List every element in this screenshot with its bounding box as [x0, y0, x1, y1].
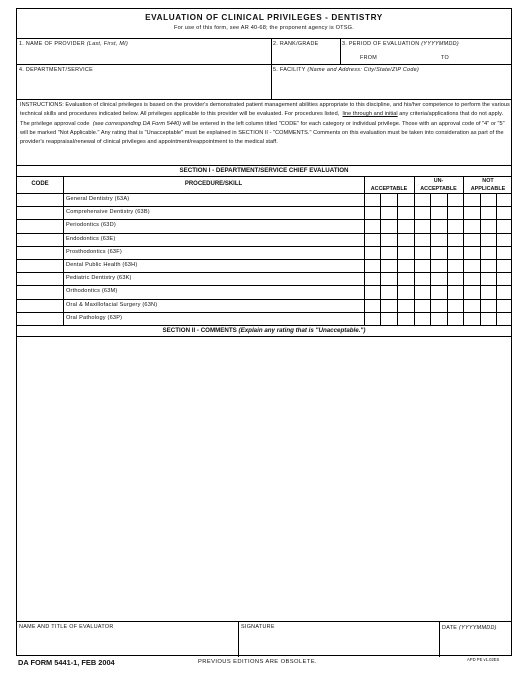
code-cell[interactable]: [17, 312, 63, 325]
instructions-text: [20, 101, 510, 147]
instructions-part1: INSTRUCTIONS: Evaluation of clinical privileges is based on the provider's demonstrated patient management abilities appropriate to this discipline, and his/her competence to perform the various technical skills and procedures indicated below. All privileges applicable to this provider will be evaluated. For procedures listed,: [20, 102, 510, 118]
provider-name-field[interactable]: [18, 49, 270, 63]
rating-checkbox[interactable]: [414, 233, 430, 246]
rating-checkbox[interactable]: [364, 312, 380, 325]
rating-checkbox[interactable]: [380, 285, 397, 298]
rating-checkbox[interactable]: [364, 299, 380, 312]
rating-checkbox[interactable]: [397, 272, 414, 285]
rating-checkbox[interactable]: [463, 299, 480, 312]
department-label: 4. DEPARTMENT/SERVICE: [19, 67, 93, 73]
divider: [17, 64, 511, 65]
procedure-label: Pediatric Dentistry (63K): [66, 275, 132, 282]
date-label-text: DATE: [442, 625, 458, 631]
form-title: EVALUATION OF CLINICAL PRIVILEGES - DENTISTRY: [145, 13, 383, 22]
rating-checkbox[interactable]: [447, 272, 463, 285]
code-header: CODE: [31, 181, 49, 187]
rating-checkbox[interactable]: [397, 246, 414, 259]
rating-checkbox[interactable]: [430, 233, 447, 246]
code-cell[interactable]: [17, 206, 63, 219]
row-divider: [17, 312, 511, 313]
period-hint: (YYYYMMDD): [421, 41, 459, 47]
code-cell[interactable]: [17, 219, 63, 232]
rating-checkbox[interactable]: [414, 219, 430, 232]
rating-checkbox[interactable]: [430, 206, 447, 219]
evaluator-field[interactable]: [18, 632, 236, 654]
facility-hint: (Name and Address: City/State/ZIP Code): [307, 67, 420, 73]
version-label: APD PE v1.02ES: [467, 657, 500, 662]
rating-checkbox[interactable]: [364, 246, 380, 259]
divider: [17, 165, 511, 166]
obsolete-note: PREVIOUS EDITIONS ARE OBSOLETE.: [198, 659, 318, 665]
instructions-part2: any criteria/applications that do not apply. The privilege approval code: [20, 111, 504, 127]
provider-name-hint: (Last, First, MI): [86, 41, 129, 47]
rating-checkbox[interactable]: [496, 206, 513, 219]
row-divider: [17, 285, 511, 286]
rating-checkbox[interactable]: [480, 272, 496, 285]
instructions-underlined: line through and initial: [342, 111, 398, 118]
signature-label: SIGNATURE: [241, 624, 275, 630]
rating-checkbox[interactable]: [447, 233, 463, 246]
rating-checkbox[interactable]: [397, 206, 414, 219]
rating-checkbox[interactable]: [397, 285, 414, 298]
rating-checkbox[interactable]: [414, 246, 430, 259]
code-cell[interactable]: [17, 299, 63, 312]
rating-checkbox[interactable]: [414, 312, 430, 325]
procedure-label: Dental Public Health (63H): [66, 262, 138, 268]
rating-checkbox[interactable]: [447, 312, 463, 325]
rating-checkbox[interactable]: [430, 299, 447, 312]
section2-title-text: SECTION II - COMMENTS: [162, 327, 237, 334]
form-number: DA FORM 5441-1, FEB 2004: [18, 658, 115, 667]
divider: [17, 176, 511, 177]
divider: [238, 621, 239, 657]
period-from-field[interactable]: [342, 49, 418, 63]
rating-checkbox[interactable]: [397, 219, 414, 232]
code-cell[interactable]: [17, 259, 63, 272]
rating-checkbox[interactable]: [397, 299, 414, 312]
rating-checkbox[interactable]: [480, 206, 496, 219]
rating-checkbox[interactable]: [364, 233, 380, 246]
rating-checkbox[interactable]: [364, 219, 380, 232]
from-label: FROM: [360, 55, 378, 61]
code-cell[interactable]: [17, 193, 63, 206]
procedure-label: Oral & Maxillofacial Surgery (63N): [66, 301, 158, 308]
code-cell[interactable]: [17, 272, 63, 285]
rating-checkbox[interactable]: [380, 259, 397, 272]
facility-label: [273, 67, 419, 73]
rating-checkbox[interactable]: [496, 259, 513, 272]
rating-checkbox[interactable]: [397, 259, 414, 272]
rating-checkbox[interactable]: [447, 246, 463, 259]
rating-checkbox[interactable]: [463, 193, 480, 206]
rating-checkbox[interactable]: [463, 272, 480, 285]
row-divider: [17, 246, 511, 247]
procedure-label: Comprehensive Dentistry (63B): [66, 209, 150, 216]
rating-checkbox[interactable]: [430, 246, 447, 259]
rating-checkbox[interactable]: [430, 285, 447, 298]
procedure-label: Periodontics (63D): [66, 222, 116, 229]
procedure-label: Orthodontics (63M): [66, 288, 118, 295]
rating-checkbox[interactable]: [380, 206, 397, 219]
rating-checkbox[interactable]: [463, 219, 480, 232]
rating-checkbox[interactable]: [414, 299, 430, 312]
facility-field[interactable]: [273, 75, 510, 98]
rating-checkbox[interactable]: [430, 219, 447, 232]
rating-checkbox[interactable]: [463, 285, 480, 298]
provider-name-label: [19, 41, 128, 47]
period-to-field[interactable]: [422, 49, 510, 63]
rank-field[interactable]: [273, 49, 339, 63]
acceptable-header: ACCEPTABLE: [370, 186, 408, 192]
procedure-label: Oral Pathology (63P): [66, 314, 123, 321]
rating-checkbox[interactable]: [496, 246, 513, 259]
rating-checkbox[interactable]: [380, 272, 397, 285]
date-label: [442, 625, 497, 631]
rank-label: 2. RANK/GRADE: [273, 41, 319, 47]
unacceptable-header-1: UN-: [433, 178, 444, 184]
divider: [17, 621, 511, 622]
rating-checkbox[interactable]: [430, 272, 447, 285]
code-cell[interactable]: [17, 285, 63, 298]
evaluator-label: NAME AND TITLE OF EVALUATOR: [19, 624, 114, 630]
rating-checkbox[interactable]: [496, 299, 513, 312]
procedure-label: General Dentistry (63A): [66, 196, 130, 202]
rating-checkbox[interactable]: [480, 193, 496, 206]
rating-checkbox[interactable]: [397, 233, 414, 246]
divider: [17, 99, 511, 100]
rating-checkbox[interactable]: [364, 285, 380, 298]
rating-checkbox[interactable]: [496, 219, 513, 232]
rating-checkbox[interactable]: [380, 193, 397, 206]
rating-checkbox[interactable]: [447, 285, 463, 298]
rating-checkbox[interactable]: [447, 259, 463, 272]
date-hint: (YYYYMMDD): [459, 625, 497, 631]
rating-checkbox[interactable]: [480, 299, 496, 312]
rating-checkbox[interactable]: [496, 193, 513, 206]
rating-checkbox[interactable]: [364, 272, 380, 285]
rating-checkbox[interactable]: [463, 312, 480, 325]
na-header-2: APPLICABLE: [470, 186, 506, 192]
rating-checkbox[interactable]: [496, 285, 513, 298]
na-header-1: NOT: [482, 178, 494, 184]
unacceptable-header-2: ACCEPTABLE: [420, 186, 457, 192]
rating-checkbox[interactable]: [447, 219, 463, 232]
procedure-label: Prosthodontics (63F): [66, 248, 122, 255]
department-field[interactable]: [18, 75, 270, 98]
divider: [340, 38, 341, 64]
instructions-part3: will be entered in the left column titled "CODE" for each category or individual privilege. Those with an approval code of "4" or "5" will be marked "Not Applicable." Any rating that is "Unacceptable" must be explained in SECTION II - "COMMENTS." Comments on this evaluation must be taken into consideration as part of the provider's reappraisal/renewal of clinical privileges and appointment/reappointment to the medical staff.: [20, 120, 505, 146]
row-divider: [17, 219, 511, 220]
comments-field[interactable]: [18, 338, 510, 620]
row-divider: [17, 259, 511, 260]
to-label: TO: [441, 55, 449, 61]
rating-checkbox[interactable]: [380, 299, 397, 312]
rating-checkbox[interactable]: [430, 193, 447, 206]
rating-checkbox[interactable]: [463, 233, 480, 246]
rating-checkbox[interactable]: [480, 312, 496, 325]
code-cell[interactable]: [17, 233, 63, 246]
form-subtitle: For use of this form, see AR 40-68; the proponent agency is OTSG.: [174, 25, 354, 31]
section1-title: SECTION I - DEPARTMENT/SERVICE CHIEF EVALUATION: [179, 167, 349, 174]
rating-checkbox[interactable]: [414, 206, 430, 219]
period-label-text: 3. PERIOD OF EVALUATION: [342, 41, 420, 47]
procedure-header: PROCEDURE/SKILL: [184, 181, 243, 187]
signature-field[interactable]: [241, 632, 437, 654]
rating-checkbox[interactable]: [496, 233, 513, 246]
rating-checkbox[interactable]: [463, 259, 480, 272]
divider: [17, 325, 511, 326]
evaluation-form: [16, 8, 512, 656]
rating-checkbox[interactable]: [414, 259, 430, 272]
rating-checkbox[interactable]: [364, 193, 380, 206]
rating-checkbox[interactable]: [397, 193, 414, 206]
period-label: [342, 41, 459, 47]
rating-checkbox[interactable]: [364, 206, 380, 219]
rating-checkbox[interactable]: [447, 193, 463, 206]
rating-checkbox[interactable]: [414, 193, 430, 206]
rating-checkbox[interactable]: [480, 285, 496, 298]
rating-checkbox[interactable]: [380, 233, 397, 246]
divider: [63, 176, 64, 325]
rating-checkbox[interactable]: [447, 299, 463, 312]
divider: [17, 336, 511, 337]
procedure-label: Endodontics (63E): [66, 235, 116, 242]
row-divider: [17, 233, 511, 234]
rating-checkbox[interactable]: [414, 272, 430, 285]
divider: [439, 621, 440, 657]
provider-name-label-text: 1. NAME OF PROVIDER: [19, 41, 85, 47]
rating-checkbox[interactable]: [463, 246, 480, 259]
rating-checkbox[interactable]: [463, 206, 480, 219]
rating-checkbox[interactable]: [364, 259, 380, 272]
divider: [17, 38, 511, 39]
divider: [271, 38, 272, 99]
rating-checkbox[interactable]: [480, 259, 496, 272]
instructions-italic: (see corresponding DA Form 5440): [92, 120, 182, 127]
section2-title-hint: (Explain any rating that is "Unacceptable."): [238, 327, 366, 334]
row-divider: [17, 299, 511, 300]
rating-checkbox[interactable]: [430, 312, 447, 325]
rating-checkbox[interactable]: [496, 272, 513, 285]
rating-checkbox[interactable]: [496, 312, 513, 325]
rating-checkbox[interactable]: [397, 312, 414, 325]
date-field[interactable]: [442, 632, 510, 654]
rating-checkbox[interactable]: [480, 246, 496, 259]
rating-checkbox[interactable]: [380, 246, 397, 259]
rating-checkbox[interactable]: [430, 259, 447, 272]
rating-checkbox[interactable]: [414, 285, 430, 298]
rating-checkbox[interactable]: [480, 233, 496, 246]
row-divider: [17, 206, 511, 207]
rating-checkbox[interactable]: [380, 312, 397, 325]
rating-checkbox[interactable]: [447, 206, 463, 219]
rating-checkbox[interactable]: [480, 219, 496, 232]
rating-checkbox[interactable]: [380, 219, 397, 232]
section2-title: [17, 327, 511, 334]
code-cell[interactable]: [17, 246, 63, 259]
row-divider: [17, 272, 511, 273]
facility-label-text: 5. FACILITY: [273, 67, 306, 73]
